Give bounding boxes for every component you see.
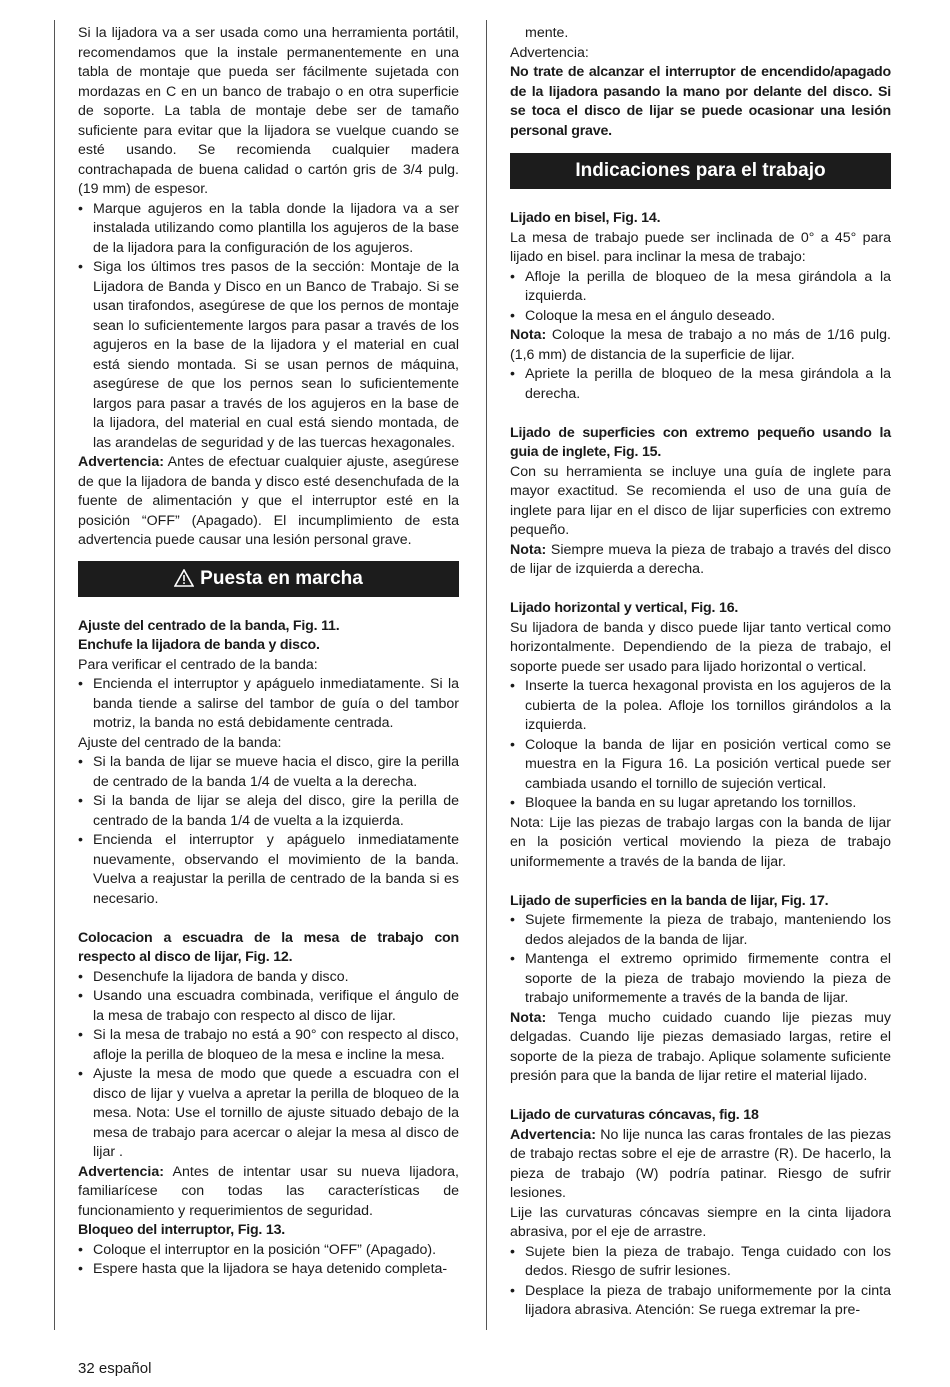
note-text: Tenga mucho cuidado cuando lije piezas muy delgadas. Cuando lije piezas demasiado largas, retire el soporte de la pieza de trabajo. Aplique solamente suficiente presión para que la banda de lijar retire el material lijado. — [510, 1009, 891, 1084]
warning-label: Advertencia: — [78, 454, 164, 470]
note-label: Nota: — [510, 1009, 547, 1026]
paragraph: Nota: Lije las piezas de trabajo largas con la banda de lijar en la posición vertical moviendo la pieza de trabajo uniformemente a través de la banda de lijar. — [510, 814, 891, 870]
paragraph: Si la lijadora va a ser usada como una herramienta portátil, recomendamos que la instale permanentemente en una tabla de montaje que pueda ser fácilmente sujetada con mordazas en C en un banco de trabajo o en otra superficie de soporte. La tabla de montaje debe ser de tamaño suficiente para evitar que la lijadora se vuelque cuando se esté usando. Se recomienda cualquier madera contrachapada de buena calidad o cartón gris de 3/4 pulg. (19 mm) de espesor. — [78, 25, 459, 197]
list-item: • Encienda el interruptor y apáguelo inmediatamente. Si la banda tiende a salirse del tambor de guía o del tambor motriz, la banda no está debidamente centrada. — [78, 675, 459, 734]
section-heading: Lijado de superficies en la banda de lijar, Fig. 17. — [510, 892, 829, 909]
list-item: • Coloque la banda de lijar en posición vertical como se muestra en la Figura 16. La posición vertical puede ser cambiada usando el tornillo de sujeción vertical. — [510, 736, 891, 795]
list-item: • Ajuste la mesa de modo que quede a escuadra con el disco de lijar y vuelva a apretar la perilla de bloqueo de la mesa. Nota: Use el tornillo de ajuste situado debajo de la mesa de trabajo para acercar o alejar la mesa al disco de lijar . — [78, 1065, 459, 1163]
warning-triangle-icon — [174, 569, 194, 587]
page-footer: 32 español — [78, 1360, 152, 1377]
banner-title: Puesta en marcha — [200, 567, 363, 589]
section-banner-indicaciones — [510, 153, 891, 189]
note-text: Coloque la mesa de trabajo a no más de 1/16 pulg. (1,6 mm) de distancia de la superficie de lijar. — [510, 327, 891, 363]
list-item: • Desenchufe la lijadora de banda y disco. — [78, 968, 459, 988]
warning-text: No trate de alcanzar el interruptor de encendido/apagado de la lijadora pasando la mano por delante del disco. Si se toca el disco de lijar se puede ocasionar una lesión personal grave. — [510, 64, 891, 139]
list-item: • Apriete la perilla de bloqueo de la mesa girándola a la derecha. — [510, 365, 891, 404]
section-heading: Lijado horizontal y vertical, Fig. 16. — [510, 600, 739, 616]
note-label: Nota: — [510, 541, 547, 558]
list-item: • Desplace la pieza de trabajo uniformemente por la cinta lijadora abrasiva. Atención: Se ruega extremar la pre- — [510, 1282, 891, 1321]
warning-label: Advertencia: — [78, 1163, 164, 1180]
left-column — [78, 24, 459, 1280]
list-item: • Inserte la tuerca hexagonal provista en los agujeros de la cubierta de la polea. Afloje los tornillos girándolos a la izquierda. — [510, 677, 891, 736]
section-heading: Ajuste del centrado de la banda, Fig. 11. — [78, 617, 340, 634]
list-item: • Coloque la mesa en el ángulo deseado. — [510, 307, 891, 327]
paragraph: Su lijadora de banda y disco puede lijar tanto vertical como horizontalmente. Dependiendo de la pieza de trabajo, el soporte puede ser usado para lijado horizontal o vertical. — [510, 619, 891, 675]
section-heading: Lijado de superficies con extremo pequeño usando la guia de inglete, Fig. 15. — [510, 424, 891, 460]
section-heading: Lijado en bisel, Fig. 14. — [510, 210, 661, 226]
section-heading: Bloqueo del interruptor, Fig. 13. — [78, 1222, 286, 1238]
list-item: • Si la banda de lijar se mueve hacia el disco, gire la perilla de centrado de la banda 1/4 de vuelta a la derecha. — [78, 753, 459, 792]
section-heading: Colocacion a escuadra de la mesa de trabajo con respecto al disco de lijar, Fig. 12. — [78, 929, 459, 965]
left-margin-rule — [54, 20, 55, 1330]
warning-label: Advertencia: — [510, 1126, 596, 1143]
paragraph: Con su herramienta se incluye una guía de inglete para mayor exactitud. Se recomienda el uso de una guía de inglete para lijar en el disco de lijar superficies con extremo pequeño. — [510, 463, 891, 538]
note-paragraph — [510, 541, 891, 580]
list-item: • Sujete firmemente la pieza de trabajo, manteniendo los dedos alejados de la banda de lijar. — [510, 911, 891, 950]
paragraph: Para verificar el centrado de la banda: — [78, 656, 318, 673]
warning-label: Advertencia: — [510, 44, 589, 61]
list-item: • Si la mesa de trabajo no está a 90° con respecto al disco, afloje la perilla de bloqueo de la mesa e incline la mesa. — [78, 1026, 459, 1065]
list-item: • Espere hasta que la lijadora se haya detenido completa- — [78, 1260, 459, 1280]
list-item: • Coloque el interruptor en la posición “OFF” (Apagado). — [78, 1241, 459, 1261]
warning-paragraph — [510, 1126, 891, 1204]
note-text: Siempre mueva la pieza de trabajo a través del disco de lijar de izquierda a derecha. — [510, 541, 891, 577]
list-item: • Usando una escuadra combinada, verifique el ángulo de la mesa de trabajo con respecto al disco de lijar. — [78, 987, 459, 1026]
section-banner-puesta-en-marcha — [78, 561, 459, 597]
warning-paragraph — [78, 1163, 459, 1222]
list-item: • Marque agujeros en la tabla donde la lijadora va a ser instalada utilizando como plantilla los agujeros de la base de la lijadora para la configuración de los agujeros. — [78, 200, 459, 259]
list-item: • Sujete bien la pieza de trabajo. Tenga cuidado con los dedos. Riesgo de sufrir lesiones. — [510, 1243, 891, 1282]
paragraph: La mesa de trabajo puede ser inclinada de 0° a 45° para lijado en bisel. para inclinar la mesa de trabajo: — [510, 229, 891, 265]
note-paragraph — [510, 1009, 891, 1087]
list-item: • Si la banda de lijar se aleja del disco, gire la perilla de centrado de la banda 1/4 de vuelta a la izquierda. — [78, 792, 459, 831]
paragraph: Lije las curvaturas cóncavas siempre en la cinta lijadora abrasiva, por el eje de arrastre. — [510, 1204, 891, 1240]
list-item: • Siga los últimos tres pasos de la sección: Montaje de la Lijadora de Banda y Disco en un Banco de Trabajo. Si se usan tirafondos, asegúrese de que los pernos de montaje sean lo suficientemente largos para pasar a través de los agujeros en la base de la lijadora y el material en cual está siendo montada. Si se usan pernos de máquina, asegúrese de que los pernos sean lo suficientemente largos para pasar a través de los agujeros en la base de la lijadora, del material en cual está siendo montada, de las arandelas de seguridad y de las tuercas hexagonales. — [78, 258, 459, 453]
paragraph: mente. — [525, 25, 569, 41]
center-column-rule — [486, 20, 487, 1330]
list-item: • Mantenga el extremo oprimido firmemente contra el soporte de la pieza de trabajo moviendo la pieza de trabajo uniformemente a través de la banda de lijar. — [510, 950, 891, 1009]
list-item: • Bloquee la banda en su lugar apretando los tornillos. — [510, 794, 891, 814]
section-heading: Enchufe la lijadora de banda y disco. — [78, 637, 320, 653]
list-item: • Afloje la perilla de bloqueo de la mesa girándola a la izquierda. — [510, 268, 891, 307]
warning-paragraph — [78, 453, 459, 551]
warning-text: No lije nunca las caras frontales de las piezas de trabajo rectas sobre el eje de arrastre (R). De hacerlo, la pieza de trabajo (W) podría patinar. Riesgo de sufrir lesiones. — [510, 1126, 891, 1201]
paragraph: Ajuste del centrado de la banda: — [78, 734, 282, 751]
section-heading: Lijado de curvaturas cóncavas, fig. 18 — [510, 1107, 759, 1123]
note-paragraph — [510, 326, 891, 365]
right-column — [510, 24, 891, 1321]
banner-title: Indicaciones para el trabajo — [575, 160, 826, 181]
list-item: • Encienda el interruptor y apáguelo inmediatamente nuevamente, observando el movimiento de la banda. Vuelva a reajustar la perilla de centrado de la banda si es necesario. — [78, 831, 459, 909]
note-label: Nota: — [510, 327, 547, 343]
warning-text: Antes de efectuar cualquier ajuste, asegúrese de que la lijadora de banda y disco esté desenchufada de la fuente de alimentación y que el interruptor esté en la posición “OFF” (Apagado). El incumplimiento de esta advertencia puede causar una lesión personal grave. — [78, 454, 459, 548]
warning-text: Antes de intentar usar su nueva lijadora, familiarícese con todas las características de funcionamiento y requerimientos de seguridad. — [78, 1163, 459, 1219]
